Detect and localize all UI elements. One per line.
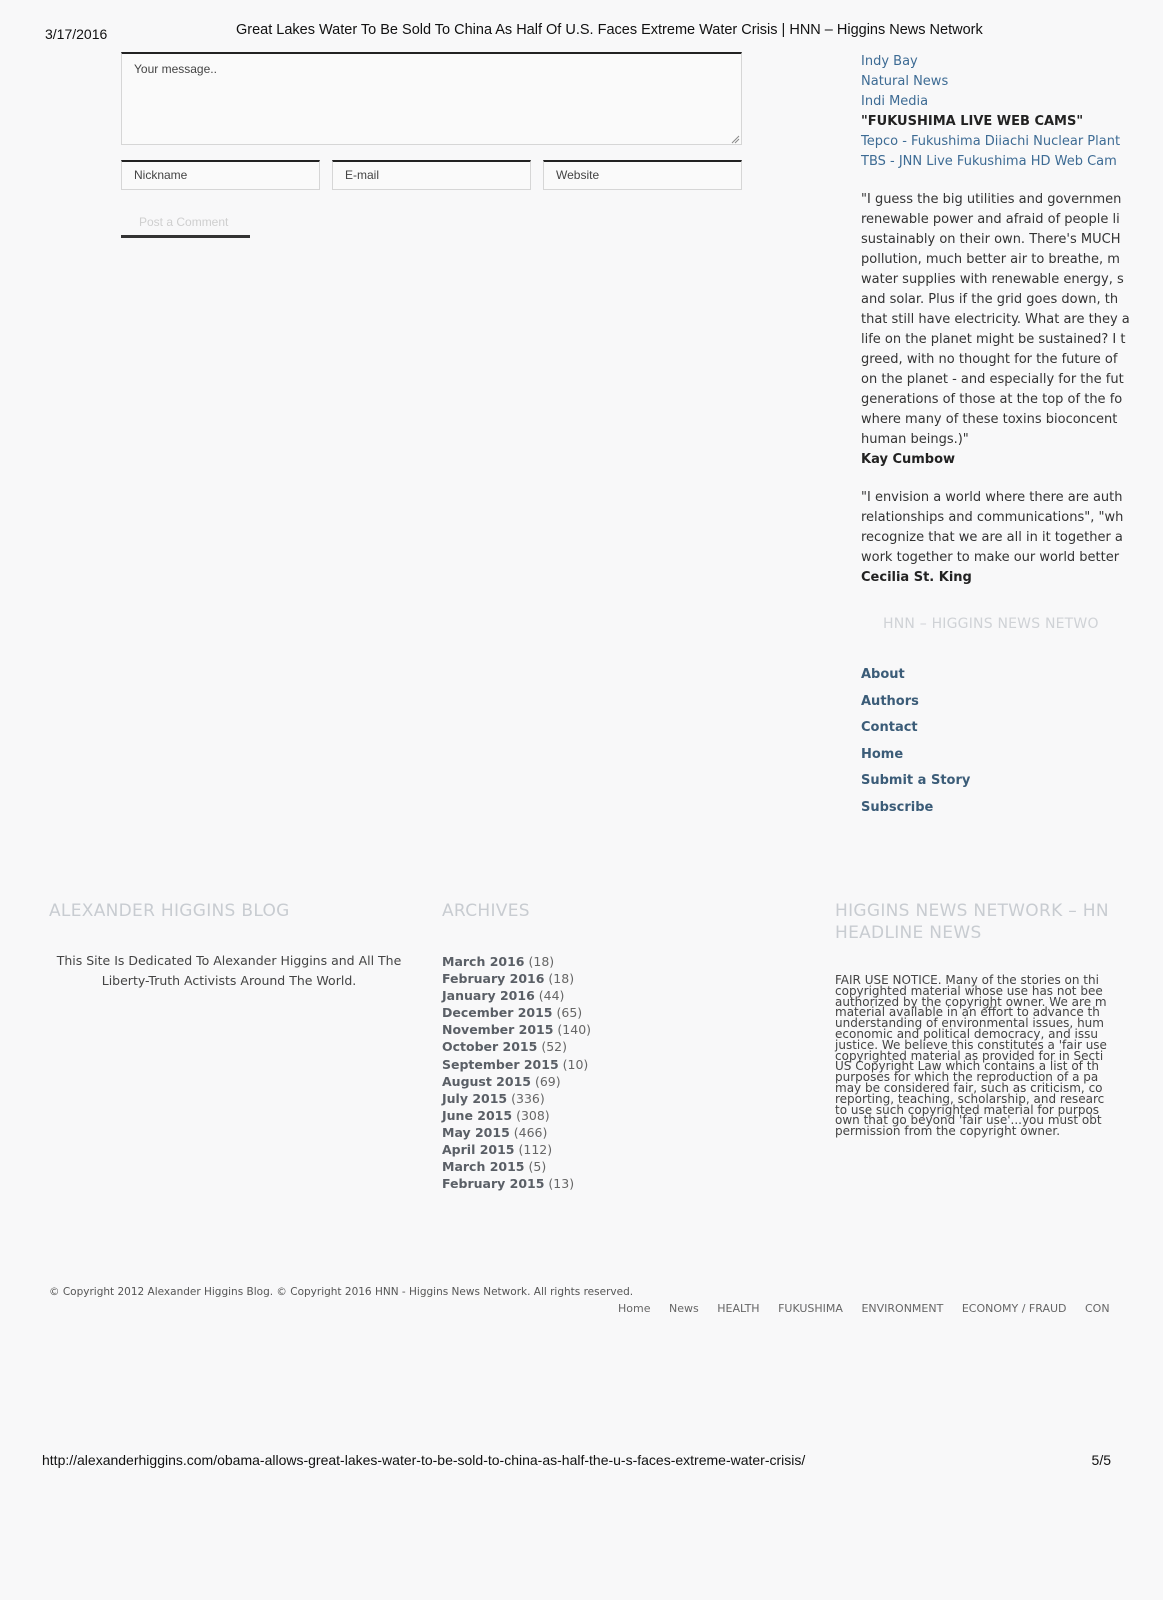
archive-count: (308) bbox=[516, 1107, 550, 1123]
print-date: 3/17/2016 bbox=[45, 26, 108, 42]
quote-author: Cecilia St. King bbox=[861, 570, 972, 585]
archive-link[interactable]: March 2016 bbox=[442, 954, 525, 969]
archive-count: (5) bbox=[528, 1159, 547, 1175]
archive-link[interactable]: January 2016 bbox=[442, 988, 535, 1004]
archive-item bbox=[442, 1124, 591, 1141]
quote-author: Kay Cumbow bbox=[861, 452, 956, 467]
archive-item bbox=[442, 1158, 591, 1175]
footer-nav-news[interactable]: News bbox=[668, 1302, 699, 1315]
archive-item bbox=[442, 987, 591, 1004]
archive-count: (13) bbox=[548, 1176, 575, 1192]
sidebar-link-indi-media[interactable]: Indi Media bbox=[861, 94, 929, 109]
sidebar bbox=[861, 52, 1130, 832]
blog-description: This Site Is Dedicated To Alexander Higgins and All The Liberty-Truth Activists Around The World. bbox=[56, 953, 402, 988]
message-textarea[interactable] bbox=[121, 52, 742, 145]
archive-item bbox=[442, 1056, 591, 1073]
archive-count: (18) bbox=[528, 954, 555, 969]
hnn-headline-news-title: HIGGINS NEWS NETWORK – HN HEADLINE NEWS bbox=[835, 901, 1109, 943]
website-input[interactable] bbox=[543, 160, 742, 190]
archive-count: (44) bbox=[538, 988, 565, 1004]
archive-link[interactable]: October 2015 bbox=[442, 1039, 538, 1055]
nickname-input[interactable] bbox=[121, 160, 320, 190]
quote-cecilia-st-king: "I envision a world where there are auth relationships and communications", "wh recognize that we are all in it together a work together to make our world better bbox=[861, 490, 1124, 565]
sidebar-link-tepco-cam[interactable]: Tepco - Fukushima Diiachi Nuclear Plant bbox=[861, 134, 1121, 149]
nav-contact[interactable]: Contact bbox=[861, 720, 918, 735]
archive-link[interactable]: July 2015 bbox=[442, 1090, 508, 1106]
archive-link[interactable]: August 2015 bbox=[442, 1073, 531, 1089]
archive-link[interactable]: April 2015 bbox=[442, 1142, 515, 1158]
footer-nav-economy-fraud[interactable]: ECONOMY / FRAUD bbox=[961, 1302, 1067, 1315]
archive-count: (466) bbox=[513, 1124, 548, 1140]
archive-count: (65) bbox=[556, 1005, 583, 1021]
nav-submit-story[interactable]: Submit a Story bbox=[861, 773, 971, 788]
sidebar-link-tbs-cam[interactable]: TBS - JNN Live Fukushima HD Web Cam bbox=[861, 154, 1117, 169]
archive-item bbox=[442, 970, 591, 987]
fair-use-notice: FAIR USE NOTICE. Many of the stories on thi copyrighted material whose use has not bee authorized by the copyright owner. We are m material available in an effort to advance th understanding of environmental issues, hum economic and political democracy, and issu justice. We believe this constitutes a 'fair use copyrighted material as provided for in Secti US Copyright Law which contains a list of th purposes for which the reproduction of a pa may be considered fair, such as criticism, co reporting, teaching, scholarship, and researc to use such copyrighted material for purpos own that go beyond 'fair use'...you must obt permission from the copyright owner. bbox=[835, 973, 1107, 1139]
print-url: http://alexanderhiggins.com/obama-allows-great-lakes-water-to-be-sold-to-china-as-half-the-u-s-faces-extreme-water-crisis/ bbox=[42, 1452, 806, 1468]
archive-link[interactable]: March 2015 bbox=[442, 1159, 525, 1175]
footer-nav-fukushima[interactable]: FUKUSHIMA bbox=[778, 1302, 843, 1315]
hnn-widget-title: HNN – HIGGINS NEWS NETWO bbox=[883, 616, 1099, 632]
blog-widget-title: ALEXANDER HIGGINS BLOG bbox=[49, 901, 290, 921]
print-page-number: 5/5 bbox=[1091, 1452, 1111, 1468]
copyright-notice: © Copyright 2012 Alexander Higgins Blog. © Copyright 2016 HNN - Higgins News Network. All rights reserved. bbox=[49, 1286, 634, 1298]
archive-count: (52) bbox=[541, 1039, 567, 1055]
footer-nav-environment[interactable]: ENVIRONMENT bbox=[861, 1302, 944, 1315]
print-page-title: Great Lakes Water To Be Sold To China As Half Of U.S. Faces Extreme Water Crisis | HNN – Higgins News Network bbox=[236, 22, 983, 38]
archive-item bbox=[442, 1038, 591, 1055]
nav-home[interactable]: Home bbox=[861, 746, 904, 762]
archive-item bbox=[442, 1141, 591, 1158]
sidebar-link-indy-bay[interactable]: Indy Bay bbox=[861, 54, 918, 69]
footer-nav-con[interactable]: CON bbox=[1084, 1302, 1110, 1315]
archive-count: (18) bbox=[548, 971, 575, 987]
archive-item bbox=[442, 1175, 591, 1192]
archive-item bbox=[442, 953, 591, 970]
live-web-cams-heading: "FUKUSHIMA LIVE WEB CAMS" bbox=[861, 114, 1084, 129]
email-input[interactable] bbox=[332, 160, 531, 190]
archives-title: ARCHIVES bbox=[442, 901, 530, 921]
archive-link[interactable]: February 2015 bbox=[442, 1176, 545, 1192]
resize-handle-icon[interactable] bbox=[731, 135, 739, 143]
archive-link[interactable]: November 2015 bbox=[442, 1022, 554, 1038]
sidebar-link-natural-news[interactable]: Natural News bbox=[861, 74, 949, 89]
archive-item bbox=[442, 1073, 591, 1090]
archive-link[interactable]: December 2015 bbox=[442, 1005, 553, 1021]
archive-link[interactable]: September 2015 bbox=[442, 1056, 559, 1072]
archive-link[interactable]: June 2015 bbox=[442, 1107, 513, 1123]
archive-item bbox=[442, 1107, 591, 1124]
post-comment-button[interactable]: Post a Comment bbox=[121, 208, 250, 238]
quote-kay-cumbow: "I guess the big utilities and governmen renewable power and afraid of people li sustainably on their own. There's MUCH pollution, much better air to breathe, m water supplies with renewable energy, s and solar. Plus if the grid goes down, th that still have electricity. What are they a life on the planet might be sustained? I t greed, with no thought for the future of on the planet - and especially for the fut generations of those at the top of the fo where many of these toxins bioconcent human beings.)" bbox=[861, 192, 1130, 447]
nav-subscribe[interactable]: Subscribe bbox=[861, 799, 934, 815]
nav-about[interactable]: About bbox=[861, 667, 905, 682]
footer-nav-health[interactable]: HEALTH bbox=[717, 1302, 760, 1315]
site-nav-menu bbox=[861, 662, 1106, 821]
archive-count: (336) bbox=[511, 1090, 545, 1106]
archive-link[interactable]: May 2015 bbox=[442, 1124, 510, 1140]
archive-count: (112) bbox=[518, 1142, 553, 1158]
archive-item bbox=[442, 1004, 591, 1021]
archive-count: (69) bbox=[534, 1073, 561, 1089]
nav-authors[interactable]: Authors bbox=[861, 693, 919, 709]
archive-item bbox=[442, 1090, 591, 1107]
footer-nav-home[interactable]: Home bbox=[618, 1302, 651, 1315]
archives-list bbox=[442, 953, 591, 1192]
archive-count: (140) bbox=[557, 1022, 592, 1038]
archive-link[interactable]: February 2016 bbox=[442, 971, 545, 987]
archive-item bbox=[442, 1021, 591, 1038]
archive-count: (10) bbox=[562, 1056, 589, 1072]
footer-nav bbox=[618, 1302, 1110, 1315]
